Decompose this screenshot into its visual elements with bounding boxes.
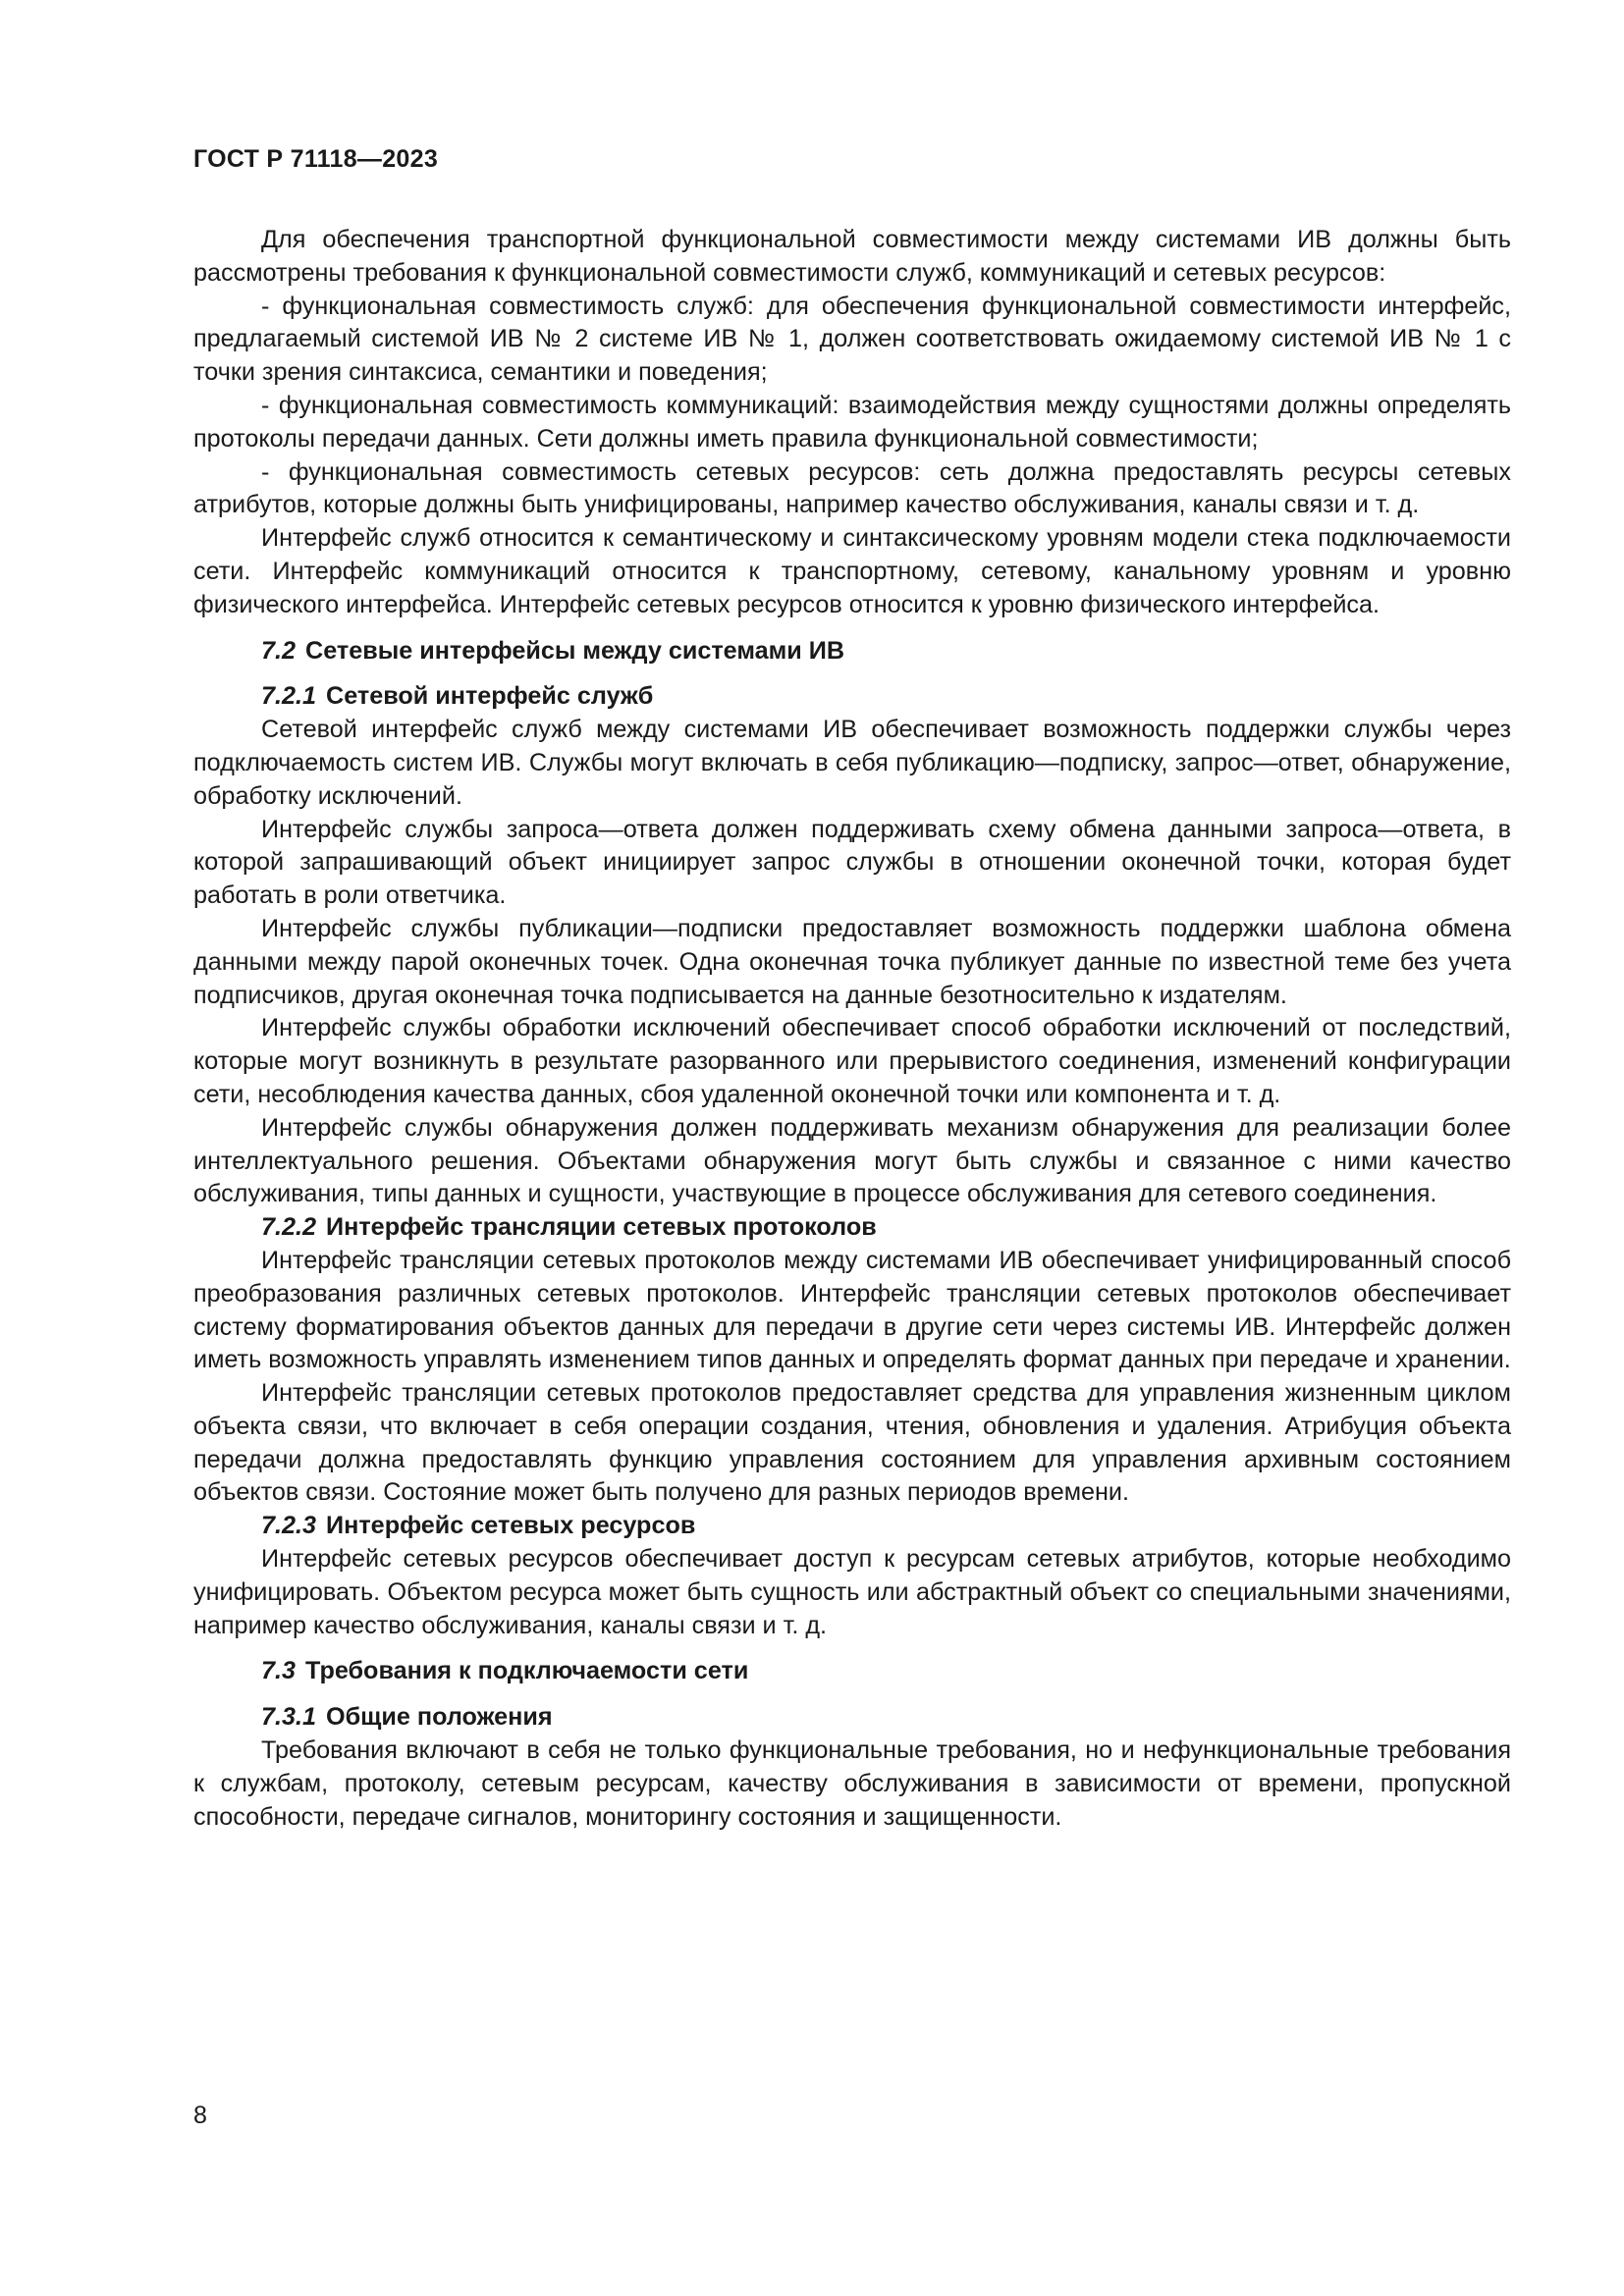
section-title: Сетевые интерфейсы между системами ИВ — [305, 636, 845, 665]
paragraph: Интерфейс службы запроса—ответа должен поддерживать схему обмена данными запроса—ответа, в которой запрашивающий объект инициирует запрос службы в отношении оконечной точки, которая будет работать в роли ответчика. — [193, 815, 1511, 910]
paragraph: Интерфейс службы обнаружения должен поддерживать механизм обнаружения для реализации более интеллектуального решения. Объектами обнаружения могут быть службы и связанное с ними качество обслуживания, типы данных и сущности, участвующие в процессе обслуживания для сетевого соединения. — [193, 1113, 1511, 1208]
paragraph: Интерфейс трансляции сетевых протоколов между системами ИВ обеспечивает унифицированный способ преобразования различных сетевых протоколов. Интерфейс трансляции сетевых протоколов обеспечивает систему форматирования объектов данных для передачи в другие сети через системы ИВ. Интерфейс должен иметь возможность управлять изменением типов данных и определять формат данных при передаче и хранении. — [193, 1246, 1511, 1374]
subsection-heading — [193, 1701, 1511, 1735]
paragraph: Требования включают в себя не только функциональные требования, но и нефункциональные требования к службам, протоколу, сетевым ресурсам, качеству обслуживания в зависимости от времени, пропускной способности, передаче сигналов, мониторингу состояния и защищенности. — [193, 1736, 1511, 1831]
document-body — [193, 224, 1511, 1834]
paragraph: Интерфейс службы публикации—подписки предоставляет возможность поддержки шаблона обмена данными между парой оконечных точек. Одна оконечная точка публикует данные по известной теме без учета подписчиков, другая оконечная точка подписывается на данные безотносительно к издателям. — [193, 914, 1511, 1009]
list-item: - функциональная совместимость сетевых ресурсов: сеть должна предоставлять ресурсы сетевых атрибутов, которые должны быть унифицированы, например качество обслуживания, каналы связи и т. д. — [193, 457, 1511, 519]
paragraph: Для обеспечения транспортной функциональной совместимости между системами ИВ должны быть рассмотрены требования к функциональной совместимости служб, коммуникаций и сетевых ресурсов: — [193, 226, 1511, 287]
list-item: - функциональная совместимость коммуникаций: взаимодействия между сущностями должны определять протоколы передачи данных. Сети должны иметь правила функциональной совместимости; — [193, 391, 1511, 453]
paragraph: Интерфейс сетевых ресурсов обеспечивает доступ к ресурсам сетевых атрибутов, которые необходимо унифицировать. Объектом ресурса может быть сущность или абстрактный объект со специальными значениями, например качество обслуживания, каналы связи и т. д. — [193, 1545, 1511, 1639]
paragraph: Интерфейс трансляции сетевых протоколов предоставляет средства для управления жизненным циклом объекта связи, что включает в себя операции создания, чтения, обновления и удаления. Атрибуция объекта передачи должна предоставлять функцию управления состоянием для управления архивным состоянием объектов связи. Состояние может быть получено для разных периодов времени. — [193, 1379, 1511, 1507]
subsection-title: Интерфейс трансляции сетевых протоколов — [326, 1213, 877, 1242]
section-heading — [193, 1655, 1511, 1688]
subsection-heading — [193, 1510, 1511, 1543]
section-title: Требования к подключаемости сети — [305, 1657, 749, 1685]
subsection-number: 7.2.1 — [261, 682, 317, 711]
standard-code-header: ГОСТ Р 71118—2023 — [193, 145, 439, 173]
subsection-number: 7.2.3 — [261, 1512, 317, 1540]
section-heading — [193, 635, 1511, 668]
subsection-title: Общие положения — [326, 1703, 553, 1732]
list-item: - функциональная совместимость служб: для обеспечения функциональной совместимости интерфейс, предлагаемый системой ИВ № 2 системе ИВ № 1, должен соответствовать ожидаемому системой ИВ № 1 с точки зрения синтаксиса, семантики и поведения; — [193, 292, 1511, 387]
subsection-number: 7.3.1 — [261, 1703, 317, 1732]
subsection-title: Интерфейс сетевых ресурсов — [326, 1512, 696, 1540]
paragraph: Интерфейс служб относится к семантическому и синтаксическому уровням модели стека подключаемости сети. Интерфейс коммуникаций относится к транспортному, сетевому, канальному уровням и уровню физического интерфейса. Интерфейс сетевых ресурсов относится к уровню физического интерфейса. — [193, 524, 1511, 618]
paragraph: Сетевой интерфейс служб между системами ИВ обеспечивает возможность поддержки службы через подключаемость систем ИВ. Службы могут включать в себя публикацию—подписку, запрос—ответ, обнаружение, обработку исключений. — [193, 716, 1511, 810]
subsection-heading — [193, 1211, 1511, 1245]
subsection-heading — [193, 680, 1511, 714]
section-number: 7.3 — [261, 1657, 297, 1685]
section-number: 7.2 — [261, 636, 297, 665]
subsection-title: Сетевой интерфейс служб — [326, 682, 654, 711]
paragraph: Интерфейс службы обработки исключений обеспечивает способ обработки исключений от последствий, которые могут возникнуть в результате разорванного или прерывистого соединения, изменений конфигурации сети, несоблюдения качества данных, сбоя удаленной оконечной точки или компонента и т. д. — [193, 1014, 1511, 1108]
subsection-number: 7.2.2 — [261, 1213, 317, 1242]
page-number: 8 — [193, 2102, 207, 2129]
